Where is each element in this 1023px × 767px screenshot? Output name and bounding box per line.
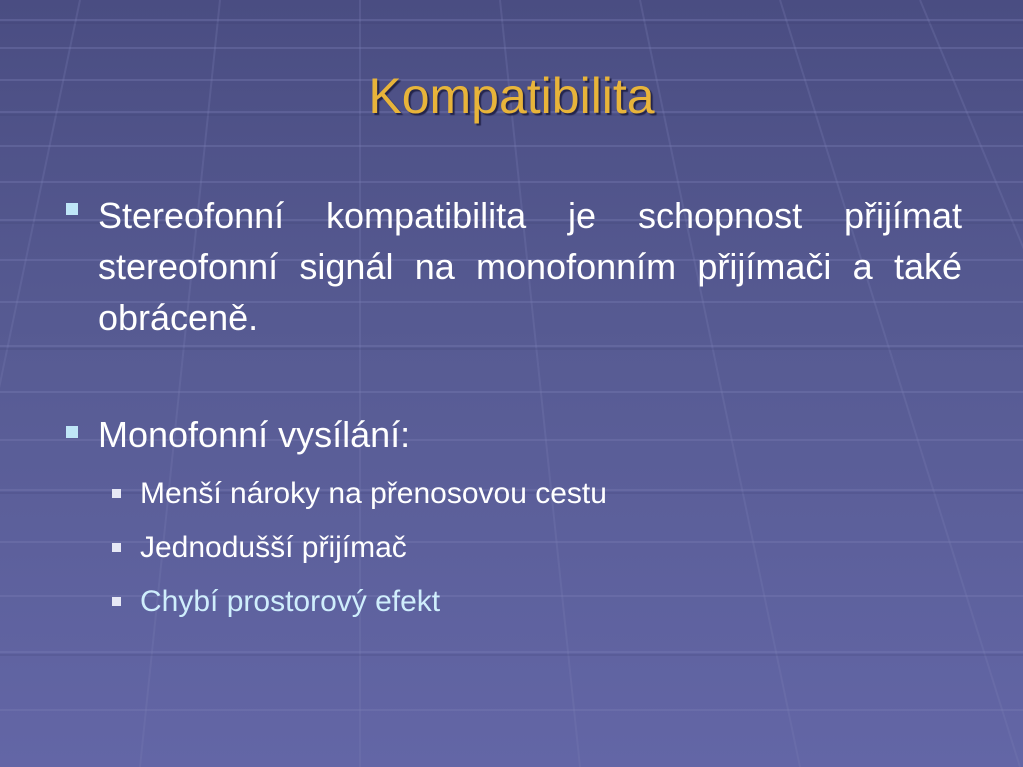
square-sub-bullet-icon bbox=[112, 597, 121, 606]
square-sub-bullet-icon bbox=[112, 543, 121, 552]
bullet-text-compatibility: Stereofonní kompatibilita je schopnost přijímat stereofonní signál na monofonním přijímači a také obráceně. bbox=[98, 195, 962, 338]
bullet-text-mono-broadcast: Monofonní vysílání: bbox=[98, 414, 411, 455]
sub-item-no-spatial-effect: Chybí prostorový efekt bbox=[140, 585, 441, 618]
square-bullet-icon bbox=[66, 426, 78, 438]
sub-item-simpler-receiver: Jednodušší přijímač bbox=[140, 531, 407, 564]
sub-item-transmission-requirements: Menší nároky na přenosovou cestu bbox=[140, 477, 607, 510]
slide-title: Kompatibilita bbox=[368, 68, 655, 124]
square-sub-bullet-icon bbox=[112, 489, 121, 498]
square-bullet-icon bbox=[66, 203, 78, 215]
